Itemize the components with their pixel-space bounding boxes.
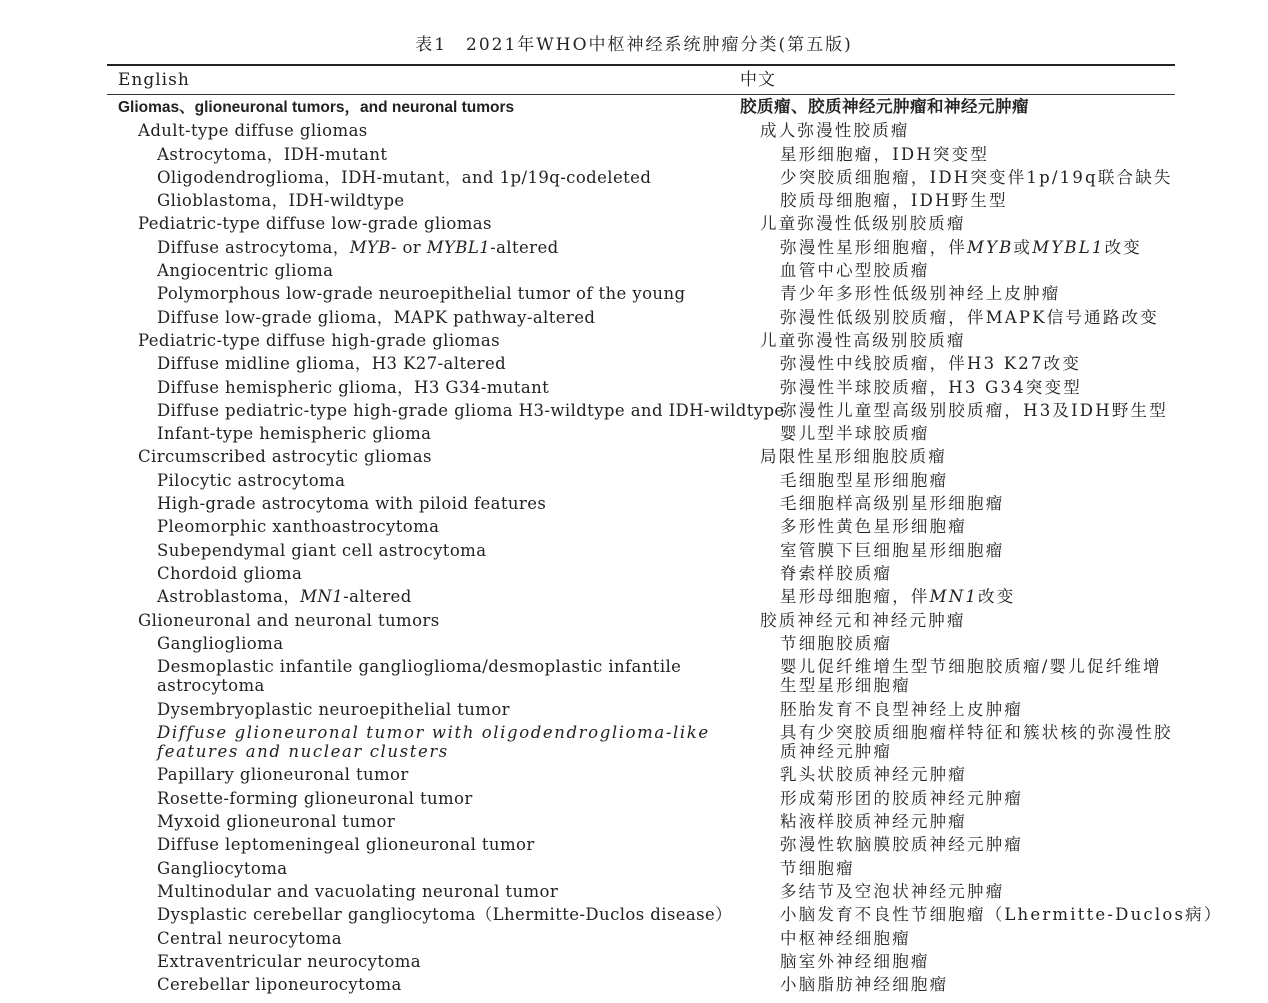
- english-term: Gangliocytoma: [157, 858, 288, 878]
- chinese-term: 星形细胞瘤，IDH突变型: [780, 144, 990, 164]
- chinese-term: 具有少突胶质细胞瘤样特征和簇状核的弥漫性胶质神经元肿瘤: [780, 722, 1173, 761]
- column-header-english: English: [118, 70, 190, 90]
- english-term: Astrocytoma，IDH-mutant: [157, 144, 388, 164]
- english-term: High-grade astrocytoma with piloid features: [157, 494, 547, 514]
- english-term: Diffuse hemispheric glioma，H3 G34-mutant: [157, 377, 550, 397]
- chinese-term: 节细胞瘤: [780, 858, 855, 878]
- english-term: Astroblastoma，MN1-altered: [157, 587, 412, 607]
- english-term: Polymorphous low-grade neuroepithelial tumor of the young: [157, 284, 686, 304]
- chinese-term: 局限性星形细胞胶质瘤: [760, 447, 947, 467]
- english-term: Chordoid glioma: [157, 563, 303, 583]
- table-row: [0, 494, 1268, 517]
- table-category-row: [0, 331, 1268, 354]
- chinese-term: 弥漫性软脑膜胶质神经元肿瘤: [780, 835, 1024, 855]
- table-row: [0, 905, 1268, 928]
- chinese-term: 弥漫性低级别胶质瘤，伴MAPK信号通路改变: [780, 307, 1159, 327]
- english-term: Diffuse low-grade glioma，MAPK pathway-altered: [157, 307, 596, 327]
- english-term: Diffuse astrocytoma，MYB- or MYBL1-altered: [157, 237, 559, 257]
- english-term: Pleomorphic xanthoastrocytoma: [157, 517, 440, 537]
- table-row: [0, 700, 1268, 723]
- table-row: [0, 308, 1268, 331]
- english-term: Papillary glioneuronal tumor: [157, 765, 409, 785]
- english-term: Dysplastic cerebellar gangliocytoma（Lhermitte-Duclos disease）: [157, 905, 733, 925]
- table-category-row: [0, 447, 1268, 470]
- table-row: [0, 541, 1268, 564]
- chinese-term: 脑室外神经细胞瘤: [780, 951, 930, 971]
- chinese-term: 弥漫性半球胶质瘤，H3 G34突变型: [780, 377, 1082, 397]
- chinese-term: 少突胶质细胞瘤，IDH突变伴1p/19q联合缺失: [780, 167, 1173, 187]
- chinese-term: 毛细胞样高级别星形细胞瘤: [780, 494, 1005, 514]
- english-term: Cerebellar liponeurocytoma: [157, 975, 402, 995]
- english-term: Circumscribed astrocytic gliomas: [138, 447, 432, 467]
- chinese-term: 胚胎发育不良型神经上皮肿瘤: [780, 699, 1024, 719]
- table-row: [0, 424, 1268, 447]
- english-term: Diffuse glioneuronal tumor with oligodendroglioma-like features and nuclear clusters: [157, 722, 710, 761]
- chinese-term: 婴儿促纤维增生型节细胞胶质瘤/婴儿促纤维增生型星形细胞瘤: [780, 657, 1162, 696]
- table-row: [0, 929, 1268, 952]
- chinese-term: 多结节及空泡状神经元肿瘤: [780, 881, 1005, 901]
- table-row: [0, 191, 1268, 214]
- english-term: Multinodular and vacuolating neuronal tumor: [157, 881, 559, 901]
- chinese-term: 粘液样胶质神经元肿瘤: [780, 812, 967, 832]
- english-term: Rosette-forming glioneuronal tumor: [157, 788, 473, 808]
- classification-table-body: [0, 98, 1268, 998]
- english-term: Adult-type diffuse gliomas: [138, 121, 368, 141]
- chinese-term: 婴儿型半球胶质瘤: [780, 424, 930, 444]
- english-term: Pediatric-type diffuse low-grade gliomas: [138, 214, 492, 234]
- table-row: [0, 812, 1268, 835]
- chinese-term: 血管中心型胶质瘤: [780, 261, 930, 281]
- table-row: [0, 765, 1268, 788]
- table-row: [0, 723, 1268, 766]
- chinese-term: 成人弥漫性胶质瘤: [760, 121, 910, 141]
- table-row: [0, 284, 1268, 307]
- english-term: Diffuse pediatric-type high-grade glioma H3-wildtype and IDH-wildtype: [157, 400, 785, 420]
- table-row: [0, 517, 1268, 540]
- table-section-heading: [0, 98, 1268, 121]
- table-row: [0, 952, 1268, 975]
- table-row: [0, 634, 1268, 657]
- english-term: Diffuse leptomeningeal glioneuronal tumor: [157, 835, 535, 855]
- english-term: Desmoplastic infantile ganglioglioma/desmoplastic infantile astrocytoma: [157, 657, 682, 696]
- chinese-term: 小脑脂肪神经细胞瘤: [780, 975, 949, 995]
- header-rule: [107, 94, 1175, 95]
- table-row: [0, 238, 1268, 261]
- chinese-term: 毛细胞型星形细胞瘤: [780, 470, 949, 490]
- english-term: Infant-type hemispheric glioma: [157, 424, 432, 444]
- column-header-chinese: 中文: [740, 70, 776, 90]
- table-row: [0, 859, 1268, 882]
- chinese-term: 胶质母细胞瘤，IDH野生型: [780, 191, 1008, 211]
- chinese-term: 青少年多形性低级别神经上皮肿瘤: [780, 284, 1061, 304]
- chinese-term: 弥漫性中线胶质瘤，伴H3 K27改变: [780, 354, 1082, 374]
- english-term: Oligodendroglioma，IDH-mutant，and 1p/19q-codeleted: [157, 167, 652, 187]
- english-term: Gliomas、glioneuronal tumors，and neuronal tumors: [118, 99, 515, 116]
- chinese-term: 星形母细胞瘤，伴MN1改变: [780, 587, 1016, 607]
- chinese-term: 胶质神经元和神经元肿瘤: [760, 610, 966, 630]
- english-term: Angiocentric glioma: [157, 261, 334, 281]
- table-row: [0, 378, 1268, 401]
- chinese-term: 脊索样胶质瘤: [780, 563, 893, 583]
- table-row: [0, 168, 1268, 191]
- chinese-term: 儿童弥漫性高级别胶质瘤: [760, 330, 966, 350]
- english-term: Glioneuronal and neuronal tumors: [138, 610, 440, 630]
- chinese-term: 胶质瘤、胶质神经元肿瘤和神经元肿瘤: [740, 98, 1029, 116]
- table-row: [0, 882, 1268, 905]
- chinese-term: 室管膜下巨细胞星形细胞瘤: [780, 540, 1005, 560]
- top-rule: [107, 64, 1175, 66]
- chinese-term: 节细胞胶质瘤: [780, 633, 893, 653]
- table-row: [0, 145, 1268, 168]
- table-row: [0, 975, 1268, 998]
- table-row: [0, 564, 1268, 587]
- english-term: Myxoid glioneuronal tumor: [157, 812, 396, 832]
- table-category-row: [0, 611, 1268, 634]
- english-term: Pilocytic astrocytoma: [157, 470, 346, 490]
- table-row: [0, 789, 1268, 812]
- english-term: Pediatric-type diffuse high-grade gliomas: [138, 330, 501, 350]
- table-row: [0, 401, 1268, 424]
- chinese-term: 形成菊形团的胶质神经元肿瘤: [780, 788, 1024, 808]
- english-term: Extraventricular neurocytoma: [157, 951, 421, 971]
- table-category-row: [0, 214, 1268, 237]
- chinese-term: 儿童弥漫性低级别胶质瘤: [760, 214, 966, 234]
- table-row: [0, 587, 1268, 610]
- table-caption: 表1 2021年WHO中枢神经系统肿瘤分类(第五版): [415, 35, 853, 55]
- table-row: [0, 471, 1268, 494]
- chinese-term: 弥漫性儿童型高级别胶质瘤，H3及IDH野生型: [780, 400, 1168, 420]
- english-term: Glioblastoma，IDH-wildtype: [157, 191, 405, 211]
- chinese-term: 弥漫性星形细胞瘤，伴MYB或MYBL1改变: [780, 237, 1142, 257]
- english-term: Subependymal giant cell astrocytoma: [157, 540, 487, 560]
- english-term: Central neurocytoma: [157, 928, 342, 948]
- table-category-row: [0, 121, 1268, 144]
- english-term: Dysembryoplastic neuroepithelial tumor: [157, 699, 510, 719]
- chinese-term: 小脑发育不良性节细胞瘤（Lhermitte-Duclos病）: [780, 905, 1223, 925]
- table-row: [0, 835, 1268, 858]
- chinese-term: 多形性黄色星形细胞瘤: [780, 517, 967, 537]
- chinese-term: 中枢神经细胞瘤: [780, 928, 911, 948]
- english-term: Ganglioglioma: [157, 633, 284, 653]
- table-row: [0, 261, 1268, 284]
- table-row: [0, 354, 1268, 377]
- table-row: [0, 657, 1268, 700]
- chinese-term: 乳头状胶质神经元肿瘤: [780, 765, 967, 785]
- english-term: Diffuse midline glioma，H3 K27-altered: [157, 354, 507, 374]
